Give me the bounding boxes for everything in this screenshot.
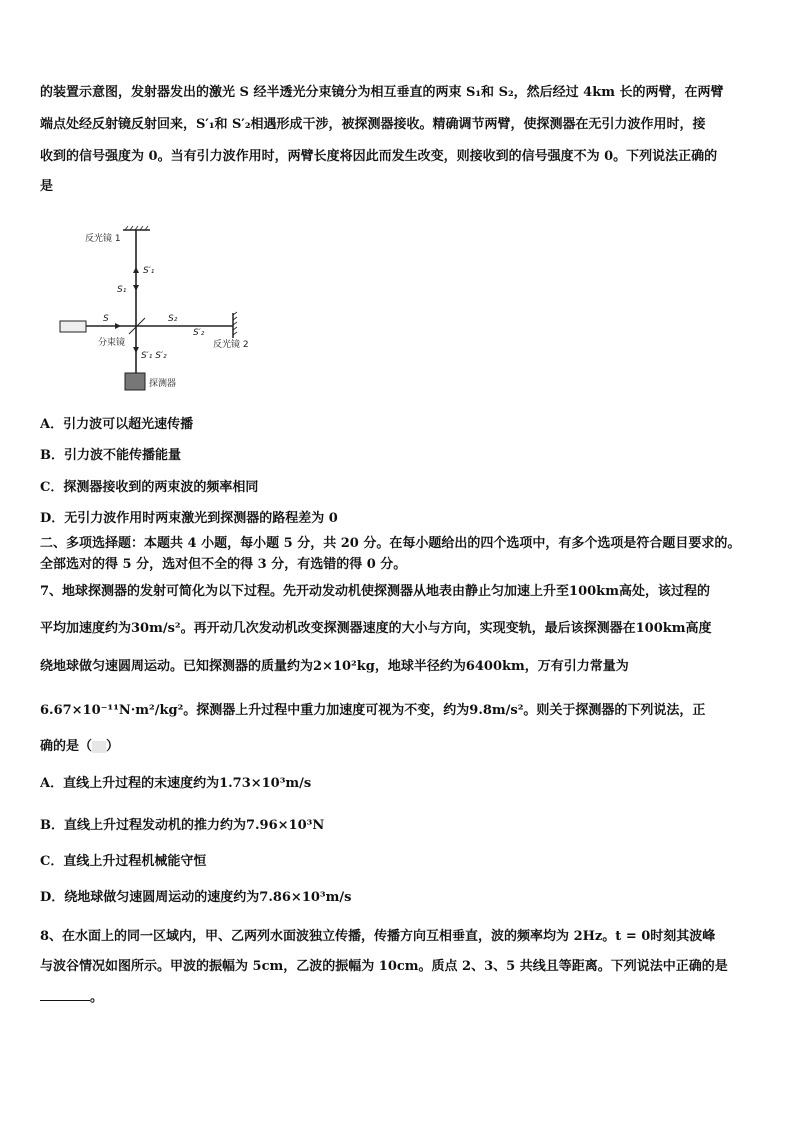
answer-underline [40,988,90,1001]
intro-line-3: 收到的信号强度为 0。当有引力波作用时，两臂长度将因此而发生改变，则接收到的信号强度不为 0。下列说法正确的 [40,149,718,164]
q7-option-c: C．直线上升过程机械能守恒 [40,854,207,869]
laser-source [60,321,86,332]
arrow-down-detector [133,347,139,353]
q6-option-c: C．探测器接收到的两束波的频率相同 [40,480,259,495]
q8-end-mark: 。 [90,990,104,1005]
q7-stem-end: 确的是（ [40,739,93,754]
q7-line-3: 绕地球做匀速圆周运动。已知探测器的质量约为2×10²kg，地球半径约为6400km，万有引力常量为 [40,659,629,674]
arrow-down-s1p [133,285,139,291]
q8-line-1: 8、在水面上的同一区域内，甲、乙两列水面波独立传播，传播方向互相垂直，波的频率均为 2Hz。t = 0时刻其波峰 [40,929,716,944]
q7-stem-close: ） [106,739,120,754]
detector-label: 探测器 [149,379,177,389]
label-s1p: S′₁ [143,266,155,276]
arrow-up-s1 [133,267,139,273]
q7-line-5 [40,738,760,756]
q7-option-d: D．绕地球做匀速圆周运动的速度约为7.86×10³m/s [40,890,352,905]
section-2-line-1: 二、多项选择题：本题共 4 小题，每小题 5 分，共 20 分。在每小题给出的四个选项中，有多个选项是符合题目要求的。 [40,536,741,551]
label-s2p: S′₂ [193,328,205,338]
interferometer-diagram [55,225,270,400]
detector [125,373,145,390]
label-s: S [103,314,109,324]
q7-option-a: A．直线上升过程的末速度约为1.73×10³m/s [40,776,312,791]
label-combined: S′₁ S′₂ [141,351,167,361]
splitter-label: 分束镜 [98,338,126,348]
q7-line-4: 6.67×10⁻¹¹N·m²/kg²。探测器上升过程中重力加速度可视为不变，约为9.8m/s²。则关于探测器的下列说法，正 [40,703,706,718]
q7-line-1: 7、地球探测器的发射可简化为以下过程。先开动发动机使探测器从地表由静止匀加速上升至100km高处，该过程的 [40,584,710,599]
q8-line-3 [40,988,760,1007]
intro-line-1: 的装置示意图，发射器发出的激光 S 经半透光分束镜分为相互垂直的两束 S₁和 S₂，然后经过 4km 长的两臂，在两臂 [40,85,724,100]
q6-option-d: D．无引力波作用时两束激光到探测器的路程差为 0 [40,511,338,526]
mirror-2-label: 反光镜 2 [213,340,249,350]
intro-line-2: 端点处经反射镜反射回来，S′₁和 S′₂相遇形成干涉，被探测器接收。精确调节两臂，使探测器在无引力波作用时，接 [40,117,706,132]
section-2-line-2: 全部选对的得 5 分，选对但不全的得 3 分，有选错的得 0 分。 [40,557,407,572]
label-s2: S₂ [168,314,178,324]
q6-option-b: B．引力波不能传播能量 [40,448,181,463]
q6-option-a: A．引力波可以超光速传播 [40,417,194,432]
answer-blank [92,741,106,753]
q7-option-b: B．直线上升过程发动机的推力约为7.96×10³N [40,818,325,833]
mirror-1-label: 反光镜 1 [85,234,121,244]
q8-line-2: 与波谷情况如图所示。甲波的振幅为 5cm，乙波的振幅为 10cm。质点 2、3、5 共线且等距离。下列说法中正确的是 [40,959,728,974]
q7-line-2: 平均加速度约为30m/s²。再开动几次发动机改变探测器速度的大小与方向，实现变轨，最后该探测器在100km高度 [40,621,712,636]
label-s1: S₁ [117,285,127,295]
intro-line-4: 是 [40,179,54,194]
arrow-right-s [115,323,121,329]
